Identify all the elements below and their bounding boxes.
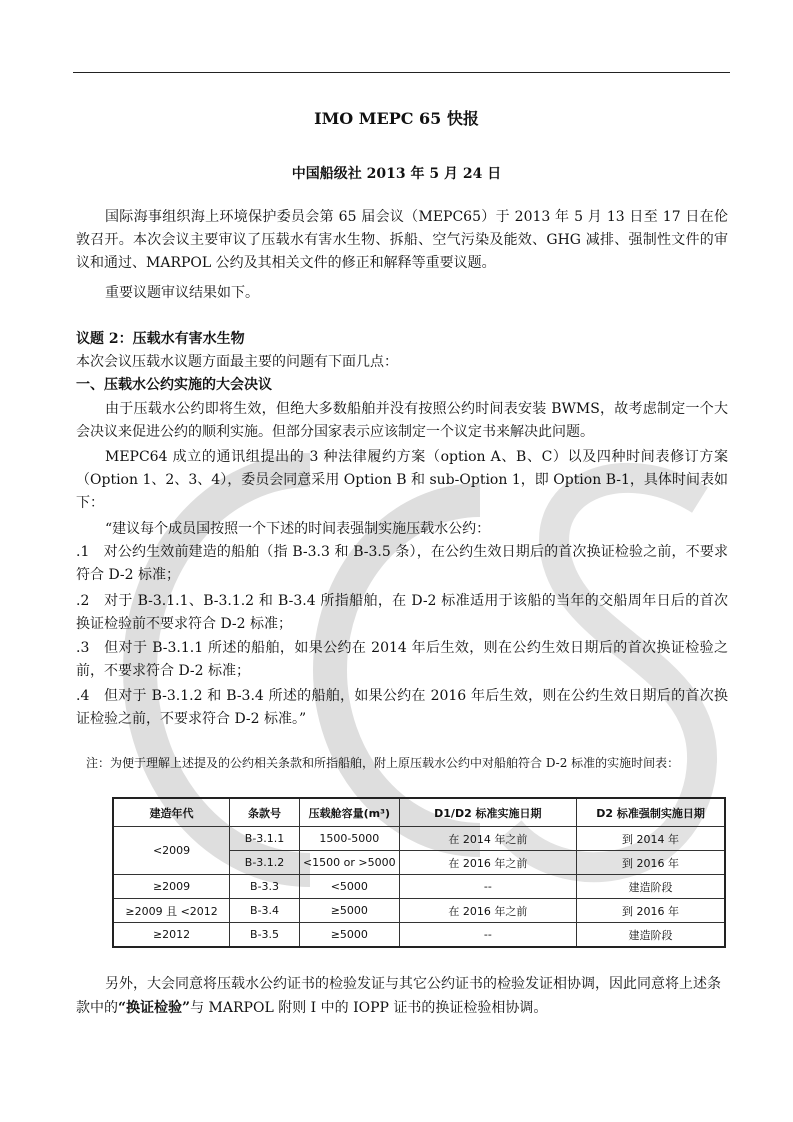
closing-paragraph [76,972,728,1020]
table-cell: ≥2009 [113,875,230,899]
quote-item: .4 但对于 B-3.1.2 和 B-3.4 所述的船舶，如果公约在 2016 年后生效，则在公约生效日期后的首次换证检验之前，不要求符合 D-2 标准。” [76,688,728,727]
quote-item: .3 但对于 B-3.1.1 所述的船舶，如果公约在 2014 年后生效，则在公约生效日期后的首次换证检验之前，不要求符合 D-2 标准； [76,640,728,679]
table-cell: ≥5000 [299,923,399,948]
document-subtitle: 中国船级社 2013 年 5 月 24 日 [291,166,502,182]
topic-heading: 议题 2：压载水有害水生物 [76,331,245,347]
table-cell: 到 2014 年 [577,827,725,851]
header-cell: D2 标准强制实施日期 [577,798,725,827]
table-cell: <1500 or >5000 [299,851,399,875]
closing-text-end: 与 MARPOL 附则 I 中的 IOPP 证书的换证检验相协调。 [190,1000,548,1016]
intro-lead: 重要议题审议结果如下。 [105,285,259,301]
table-cell: ≥5000 [299,899,399,923]
table-row [113,875,725,899]
table-cell: 1500-5000 [299,827,399,851]
topic-intro: 本次会议压载水议题方面最主要的问题有下面几点： [76,354,398,370]
table-row [113,923,725,948]
table-cell: B-3.5 [230,923,300,948]
quote-intro: “建议每个成员国按照一个下述的时间表强制实施压载水公约： [105,521,491,537]
table-cell: ≥2012 [113,923,230,948]
table-cell: 建造阶段 [577,923,725,948]
header-cell: D1/D2 标准实施日期 [399,798,576,827]
table-row [113,827,725,851]
table-cell: ≥2009 且 <2012 [113,899,230,923]
table-cell: 建造阶段 [577,875,725,899]
table-row [113,899,725,923]
table-cell: B-3.1.2 [230,851,300,875]
document-title: IMO MEPC 65 快报 [314,109,479,128]
table-cell: B-3.1.1 [230,827,300,851]
table-cell: 到 2016 年 [577,851,725,875]
table-header-row [113,798,725,827]
table-cell: 在 2016 年之前 [399,851,576,875]
section-heading: 一、压载水公约实施的大会决议 [76,377,272,393]
implementation-schedule-table [112,797,726,948]
closing-emphasis: “换证检验” [118,1000,191,1016]
header-cell: 条款号 [230,798,300,827]
table-cell: <5000 [299,875,399,899]
header-rule [73,72,730,73]
closing-text: 另外，大会同意将压载水公约证书的检验发证与其它公约证书的检验发证相协调，因此同意将上述条款中的 [76,976,721,1016]
table-cell: B-3.4 [230,899,300,923]
table-note: 注：为便于理解上述提及的公约相关条款和所指船舶，附上原压载水公约中对船舶符合 D-2 标准的实施时间表： [86,756,680,770]
table-cell: B-3.3 [230,875,300,899]
quote-item: .2 对于 B-3.1.1、B-3.1.2 和 B-3.4 所指船舶，在 D-2 标准适用于该船的当年的交船周年日后的首次换证检验前不要求符合 D-2 标准； [76,593,728,632]
intro-paragraph: 国际海事组织海上环境保护委员会第 65 届会议（MEPC65）于 2013 年 5 月 13 日至 17 日在伦敦召开。本次会议主要审议了压载水有害水生物、拆船、空气污染及能效、GHG 减排、强制性文件的审议和通过、MARPOL 公约及其相关文件的修正和解释等重要议题。 [76,209,728,271]
section-paragraph: MEPC64 成立的通讯组提出的 3 种法律履约方案（option A、B、C）以及四种时间表修订方案（Option 1、2、3、4），委员会同意采用 Option B 和 sub-Option 1，即 Option B-1，具体时间表如下： [76,449,728,511]
table-cell: <2009 [113,827,230,875]
table-cell: -- [399,923,576,948]
table-cell: 在 2016 年之前 [399,899,576,923]
header-cell: 建造年代 [113,798,230,827]
table-cell: 在 2014 年之前 [399,827,576,851]
table-cell: 到 2016 年 [577,899,725,923]
section-paragraph: 由于压载水公约即将生效，但绝大多数船舶并没有按照公约时间表安装 BWMS，故考虑制定一个大会决议来促进公约的顺利实施。但部分国家表示应该制定一个议定书来解决此问题。 [76,401,728,440]
table-cell: -- [399,875,576,899]
header-cell: 压载舱容量(m³) [299,798,399,827]
quote-item: .1 对公约生效前建造的船舶（指 B-3.3 和 B-3.5 条），在公约生效日期后的首次换证检验之前，不要求符合 D-2 标准； [76,544,728,583]
